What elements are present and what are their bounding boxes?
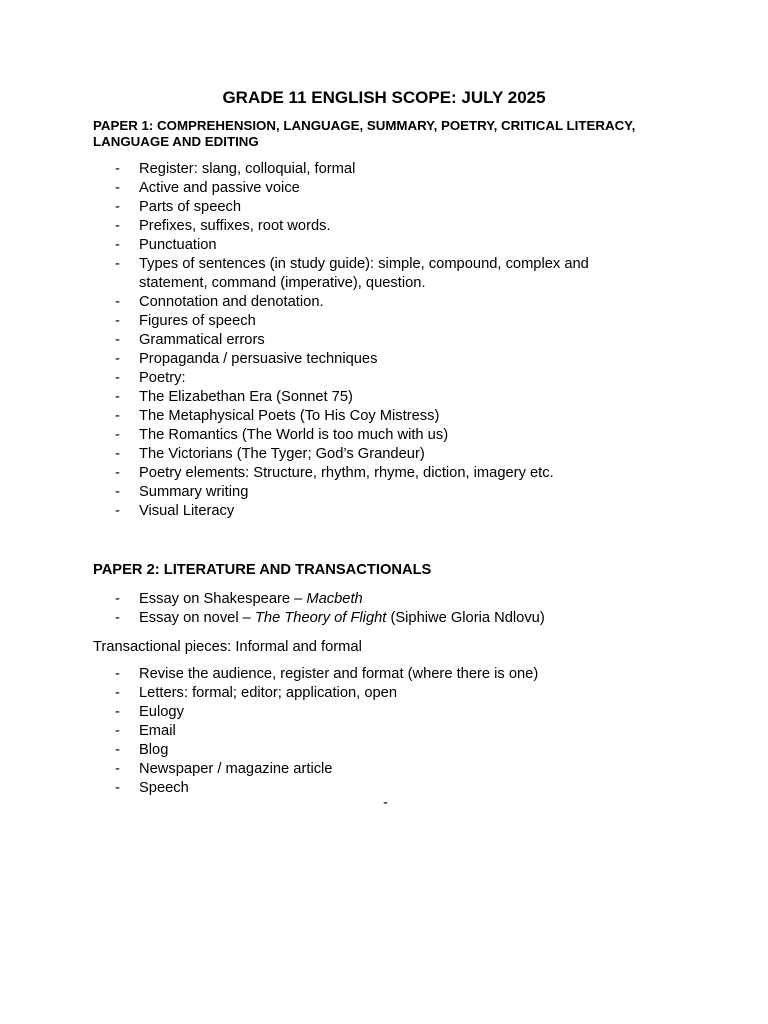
dash-bullet: - (115, 427, 120, 443)
list-item: - Essay on novel – The Theory of Flight (Siphiwe Gloria Ndlovu) (115, 610, 545, 626)
dash-bullet: - (115, 503, 120, 519)
list-item: - Parts of speech (115, 199, 242, 215)
list-item: - Summary writing (115, 484, 249, 500)
list-item: - The Victorians (The Tyger; God’s Grandeur) (115, 446, 425, 462)
list-item: - Active and passive voice (115, 180, 300, 196)
dash-bullet: - (115, 199, 120, 215)
list-item: - Essay on Shakespeare – Macbeth (115, 591, 363, 607)
list-item: - Prefixes, suffixes, root words. (115, 218, 331, 234)
list-item: - Types of sentences (in study guide): simple, compound, complex and statement, command (imperative), question. (115, 256, 589, 291)
dash-bullet: - (115, 484, 120, 500)
dash-bullet: - (115, 370, 120, 386)
dash-bullet: - (115, 685, 120, 701)
list-item: - Speech (115, 780, 189, 796)
paper2-heading: PAPER 2: LITERATURE AND TRANSACTIONALS (93, 562, 432, 578)
dash-bullet: - (115, 465, 120, 481)
list-item: - Register: slang, colloquial, formal (115, 161, 356, 177)
list-item: - Eulogy (115, 704, 184, 720)
list-item: - Visual Literacy (115, 503, 235, 519)
list-item: - The Elizabethan Era (Sonnet 75) (115, 389, 353, 405)
list-item: - Poetry elements: Structure, rhythm, rhyme, diction, imagery etc. (115, 465, 554, 481)
list-item: - The Metaphysical Poets (To His Coy Mistress) (115, 408, 440, 424)
dash-bullet: - (115, 161, 120, 177)
list-item: - Poetry: (115, 370, 186, 386)
dash-bullet: - (115, 408, 120, 424)
list-item: - Grammatical errors (115, 332, 265, 348)
list-item: - The Romantics (The World is too much with us) (115, 427, 449, 443)
dash-bullet: - (115, 742, 120, 758)
transactional-list (93, 665, 653, 798)
list-item: - Punctuation (115, 237, 217, 253)
list-item: - Letters: formal; editor; application, open (115, 685, 397, 701)
list-item: - Figures of speech (115, 313, 256, 329)
paper1-topic-list (93, 160, 653, 521)
list-item: - Blog (115, 742, 169, 758)
work-title: The Theory of Flight (254, 610, 387, 626)
paper2-essay-list (93, 590, 653, 628)
work-title: Macbeth (306, 591, 363, 607)
dash-bullet: - (115, 218, 120, 234)
paper1-heading: PAPER 1: COMPREHENSION, LANGUAGE, SUMMARY, POETRY, CRITICAL LITERACY, LANGUAGE AND EDITING (93, 118, 636, 149)
dash-bullet: - (115, 294, 120, 310)
dash-bullet: - (115, 610, 120, 626)
list-item: - Propaganda / persuasive techniques (115, 351, 378, 367)
dash-bullet: - (115, 389, 120, 405)
dash-bullet: - (115, 180, 120, 196)
dash-bullet: - (115, 351, 120, 367)
dash-bullet: - (115, 332, 120, 348)
dash-bullet: - (115, 313, 120, 329)
list-item: - Newspaper / magazine article (115, 761, 333, 777)
dash-bullet: - (115, 704, 120, 720)
dash-bullet: - (115, 780, 120, 796)
dash-bullet: - (115, 723, 120, 739)
list-item: - Revise the audience, register and format (where there is one) (115, 666, 539, 682)
trailing-dash: - (383, 795, 388, 811)
dash-bullet: - (115, 761, 120, 777)
list-item: - Connotation and denotation. (115, 294, 324, 310)
dash-bullet: - (115, 237, 120, 253)
transactional-heading: Transactional pieces: Informal and formal (93, 639, 362, 655)
list-item: - Email (115, 723, 176, 739)
dash-bullet: - (115, 666, 120, 682)
dash-bullet: - (115, 446, 120, 462)
document-title: GRADE 11 ENGLISH SCOPE: JULY 2025 (222, 88, 546, 107)
dash-bullet: - (115, 591, 120, 607)
dash-bullet: - (115, 256, 120, 272)
